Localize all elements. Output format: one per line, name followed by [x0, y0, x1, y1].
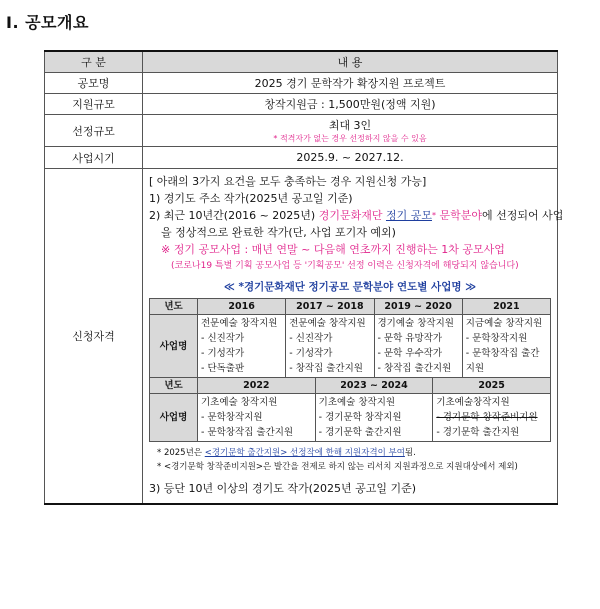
req2-regular-contest-link[interactable]: 정기 공모 — [385, 209, 432, 222]
table-row — [45, 169, 558, 505]
program-line: 전문예술 창작지원 — [289, 318, 366, 329]
program-line: 기초예술 창작지원 — [201, 397, 278, 408]
scale-label: 지원규모 — [45, 94, 143, 115]
program-cell — [286, 315, 374, 378]
table-row — [45, 115, 558, 147]
requirement-3: 3) 등단 10년 이상의 경기도 작가(2025년 공고일 기준) — [149, 482, 416, 495]
program-row-label: 사업명 — [150, 394, 198, 442]
overview-table — [44, 50, 564, 505]
year-cell: 2016 — [198, 299, 286, 315]
req2-literature: 문학분야 — [435, 209, 482, 222]
program-cell — [315, 394, 433, 442]
select-value: 최대 3인 — [328, 119, 372, 132]
select-cell — [143, 115, 558, 147]
program-cell — [198, 315, 286, 378]
program-cell — [433, 394, 551, 442]
requirement-2-cont: 을 정상적으로 완료한 작가(단, 사업 포기자 예외) — [161, 226, 396, 239]
header-category: 구 분 — [45, 51, 143, 73]
program-line: - 경기문학 창작지원 — [318, 412, 402, 423]
program-line: - 창작집 출간지원 — [377, 363, 452, 374]
program-line: 지금예술 창작지원 — [465, 318, 543, 329]
year-row-label: 년도 — [150, 299, 198, 315]
period-value: 2025.9. ~ 2027.12. — [143, 147, 558, 169]
requirement-2 — [149, 207, 564, 224]
year-cell: 2019 ~ 2020 — [374, 299, 462, 315]
note-covid: (코로나19 특별 기획 공모사업 등 '기획공모' 선정 이력은 신청자격에 해당되지 않습니다) — [171, 261, 519, 271]
period-label: 사업시기 — [45, 147, 143, 169]
program-line: - 문학 유망작가 — [377, 333, 443, 344]
program-line: - 문학창작지원 — [201, 412, 263, 423]
year-row — [150, 299, 551, 315]
year-row-label: 년도 — [150, 378, 198, 394]
req2-post: 에 선정되어 사업 — [482, 209, 564, 222]
program-line-excluded: - 경기문학 창작준비지원 — [436, 412, 538, 423]
table-row — [45, 94, 558, 115]
program-line: - 단독출판 — [201, 363, 245, 374]
table-header-row — [45, 51, 558, 73]
program-cell — [462, 315, 550, 378]
apply-cell — [143, 169, 564, 505]
footnote-2: * <경기문학 창작준비지원>은 발간을 전제로 하지 않는 리서치 지원과정으로 지원대상에서 제외) — [157, 462, 518, 472]
note-regular-contest: ※ 정기 공모사업 : 매년 연말 ~ 다음해 연초까지 진행하는 1차 공모사업 — [161, 243, 505, 256]
program-line: 지원 — [465, 363, 485, 374]
requirement-1: 1) 경기도 주소 작가(2025년 공고일 기준) — [149, 192, 353, 205]
header-content: 내 용 — [143, 51, 558, 73]
program-line: - 창작집 출간지원 — [289, 363, 363, 374]
inner-table-title: ≪ *경기문화재단 정기공모 문학분야 연도별 사업명 ≫ — [223, 281, 477, 293]
program-line: 경기예술 창작지원 — [377, 318, 454, 329]
program-line: - 기성작가 — [289, 348, 333, 359]
program-row — [150, 394, 551, 442]
program-row — [150, 315, 551, 378]
section-heading: Ⅰ. 공모개요 — [6, 13, 89, 32]
program-row-label: 사업명 — [150, 315, 198, 378]
table-row — [45, 73, 558, 94]
req2-foundation: 경기문화재단 — [318, 209, 383, 222]
year-cell: 2021 — [462, 299, 550, 315]
footnote-1-link[interactable]: <경기문학 출간지원> 선정작에 한해 지원자격이 부여 — [204, 448, 405, 458]
apply-intro: [ 아래의 3가지 요건을 모두 충족하는 경우 지원신청 가능] — [149, 175, 427, 188]
program-line: - 문학 우수작가 — [377, 348, 443, 359]
program-line: 기초예술 창작지원 — [318, 397, 396, 408]
select-label: 선정규모 — [45, 115, 143, 147]
program-line: - 신진작가 — [201, 333, 245, 344]
year-cell: 2022 — [198, 378, 316, 394]
req2-star: * — [431, 211, 436, 220]
program-cell — [198, 394, 316, 442]
year-cell: 2017 ~ 2018 — [286, 299, 374, 315]
req2-pre: 2) 최근 10년간(2016 ~ 2025년) — [149, 209, 319, 222]
apply-label: 신청자격 — [45, 169, 143, 505]
select-note: * 적격자가 없는 경우 선정하지 않을 수 있음 — [273, 134, 427, 143]
year-cell: 2023 ~ 2024 — [315, 378, 433, 394]
footnote-1-post: 됨. — [404, 448, 416, 458]
program-line: - 경기문학 출간지원 — [318, 427, 402, 438]
program-line: - 문학창작집 출간지원 — [201, 427, 294, 438]
scale-value: 창작지원금 : 1,500만원(정액 지원) — [143, 94, 558, 115]
program-table-1 — [149, 298, 551, 378]
footnote-1 — [149, 446, 551, 460]
project-value: 2025 경기 문학작가 확장지원 프로젝트 — [143, 73, 558, 94]
program-line: 전문예술 창작지원 — [201, 318, 278, 329]
footnote-1-pre: * 2025년은 — [157, 448, 205, 458]
project-label: 공모명 — [45, 73, 143, 94]
year-row — [150, 378, 551, 394]
year-cell: 2025 — [433, 378, 551, 394]
program-line: - 문학창작지원 — [465, 333, 528, 344]
program-line: - 문학창작집 출간 — [465, 348, 540, 359]
program-cell — [374, 315, 462, 378]
program-table-2 — [149, 377, 551, 442]
table-row — [45, 147, 558, 169]
program-line: - 경기문학 출간지원 — [436, 427, 520, 438]
program-line: 기초예술창작지원 — [436, 397, 510, 408]
program-line: - 기성작가 — [201, 348, 245, 359]
program-line: - 신진작가 — [289, 333, 333, 344]
